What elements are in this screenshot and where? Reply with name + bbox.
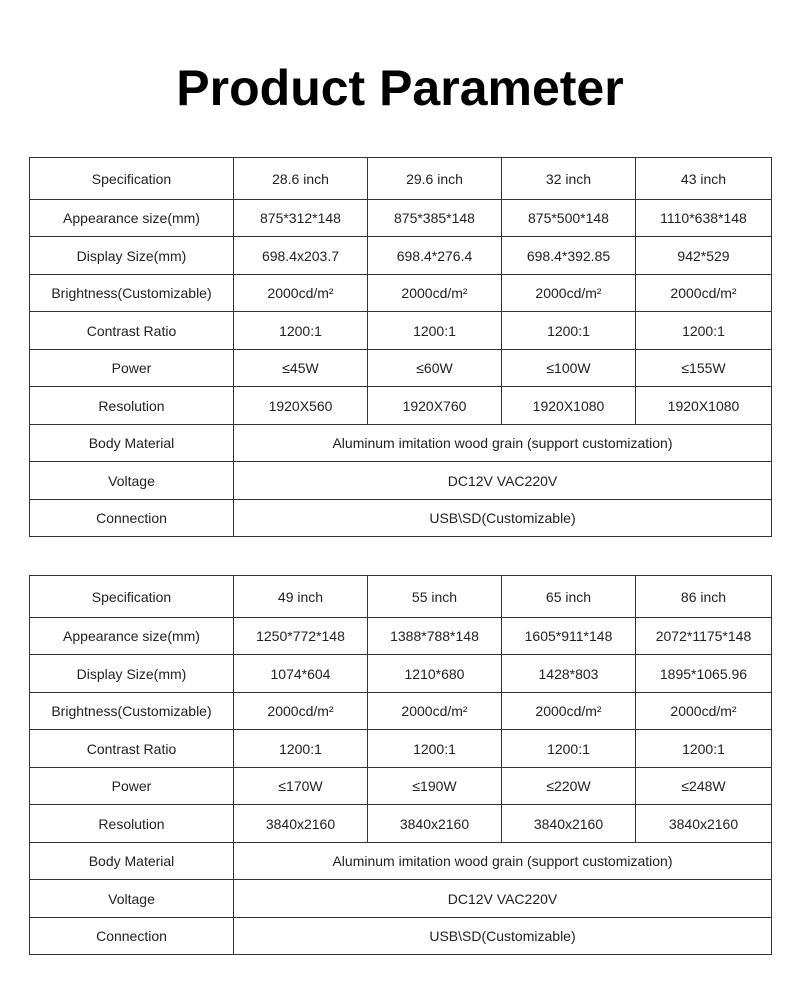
table-row [30,805,772,843]
model-header-cell: 86 inch [636,576,772,618]
model-header-cell: 55 inch [368,576,502,618]
value-cell: 1250*772*148 [234,618,368,655]
merged-value-cell: Aluminum imitation wood grain (support customization) [234,843,772,880]
row-label: Brightness(Customizable) [30,693,234,730]
value-cell: ≤190W [368,768,502,805]
value-cell: 1920X1080 [636,387,772,425]
row-label: Specification [30,576,234,618]
value-cell: 2072*1175*148 [636,618,772,655]
value-cell: 1428*803 [502,655,636,693]
value-cell: 1200:1 [636,312,772,350]
value-cell: 1920X760 [368,387,502,425]
row-label: Display Size(mm) [30,655,234,693]
spec-table-2 [29,575,772,955]
value-cell: 1200:1 [234,312,368,350]
value-cell: ≤100W [502,350,636,387]
value-cell: 2000cd/m² [234,693,368,730]
value-cell: 875*500*148 [502,200,636,237]
value-cell: 3840x2160 [368,805,502,843]
value-cell: 1388*788*148 [368,618,502,655]
model-header-cell: 29.6 inch [368,158,502,200]
row-label: Connection [30,918,234,955]
value-cell: ≤45W [234,350,368,387]
row-label: Appearance size(mm) [30,200,234,237]
table-row [30,387,772,425]
page-title: Product Parameter [176,60,624,116]
value-cell: 3840x2160 [636,805,772,843]
spec-table-1 [29,157,772,537]
value-cell: 1200:1 [234,730,368,768]
table-row [30,730,772,768]
value-cell: ≤220W [502,768,636,805]
value-cell: 875*385*148 [368,200,502,237]
row-label: Voltage [30,880,234,918]
value-cell: 3840x2160 [234,805,368,843]
table-row-merged [30,880,772,918]
value-cell: 2000cd/m² [234,275,368,312]
row-label: Contrast Ratio [30,312,234,350]
row-label: Contrast Ratio [30,730,234,768]
value-cell: 698.4x203.7 [234,237,368,275]
row-label: Voltage [30,462,234,500]
value-cell: 2000cd/m² [502,275,636,312]
value-cell: 2000cd/m² [368,693,502,730]
merged-value-cell: Aluminum imitation wood grain (support customization) [234,425,772,462]
table-row [30,237,772,275]
value-cell: ≤170W [234,768,368,805]
value-cell: 3840x2160 [502,805,636,843]
row-label: Resolution [30,387,234,425]
row-label: Connection [30,500,234,537]
row-label: Power [30,768,234,805]
table-header-row [30,576,772,618]
value-cell: 2000cd/m² [636,693,772,730]
model-header-cell: 28.6 inch [234,158,368,200]
merged-value-cell: USB\SD(Customizable) [234,918,772,955]
table-row [30,350,772,387]
value-cell: 1200:1 [368,312,502,350]
table-row-merged [30,918,772,955]
table-row [30,693,772,730]
row-label: Power [30,350,234,387]
value-cell: 1074*604 [234,655,368,693]
row-label: Resolution [30,805,234,843]
merged-value-cell: DC12V VAC220V [234,462,772,500]
row-label: Brightness(Customizable) [30,275,234,312]
value-cell: 875*312*148 [234,200,368,237]
merged-value-cell: USB\SD(Customizable) [234,500,772,537]
table-row [30,618,772,655]
table-row-merged [30,462,772,500]
model-header-cell: 49 inch [234,576,368,618]
value-cell: 1895*1065.96 [636,655,772,693]
value-cell: 1920X1080 [502,387,636,425]
model-header-cell: 65 inch [502,576,636,618]
value-cell: ≤248W [636,768,772,805]
table-row [30,200,772,237]
row-label: Appearance size(mm) [30,618,234,655]
value-cell: 1200:1 [502,312,636,350]
table-header-row [30,158,772,200]
value-cell: 1920X560 [234,387,368,425]
value-cell: 942*529 [636,237,772,275]
table-row [30,768,772,805]
table-row-merged [30,425,772,462]
row-label: Specification [30,158,234,200]
model-header-cell: 32 inch [502,158,636,200]
value-cell: ≤155W [636,350,772,387]
value-cell: 2000cd/m² [502,693,636,730]
row-label: Display Size(mm) [30,237,234,275]
value-cell: 698.4*392.85 [502,237,636,275]
value-cell: 698.4*276.4 [368,237,502,275]
model-header-cell: 43 inch [636,158,772,200]
table-row [30,275,772,312]
row-label: Body Material [30,425,234,462]
value-cell: 1110*638*148 [636,200,772,237]
value-cell: 2000cd/m² [636,275,772,312]
merged-value-cell: DC12V VAC220V [234,880,772,918]
row-label: Body Material [30,843,234,880]
value-cell: ≤60W [368,350,502,387]
table-row-merged [30,843,772,880]
value-cell: 1605*911*148 [502,618,636,655]
value-cell: 1210*680 [368,655,502,693]
value-cell: 1200:1 [502,730,636,768]
value-cell: 2000cd/m² [368,275,502,312]
table-row [30,655,772,693]
table-row-merged [30,500,772,537]
table-row [30,312,772,350]
value-cell: 1200:1 [636,730,772,768]
value-cell: 1200:1 [368,730,502,768]
